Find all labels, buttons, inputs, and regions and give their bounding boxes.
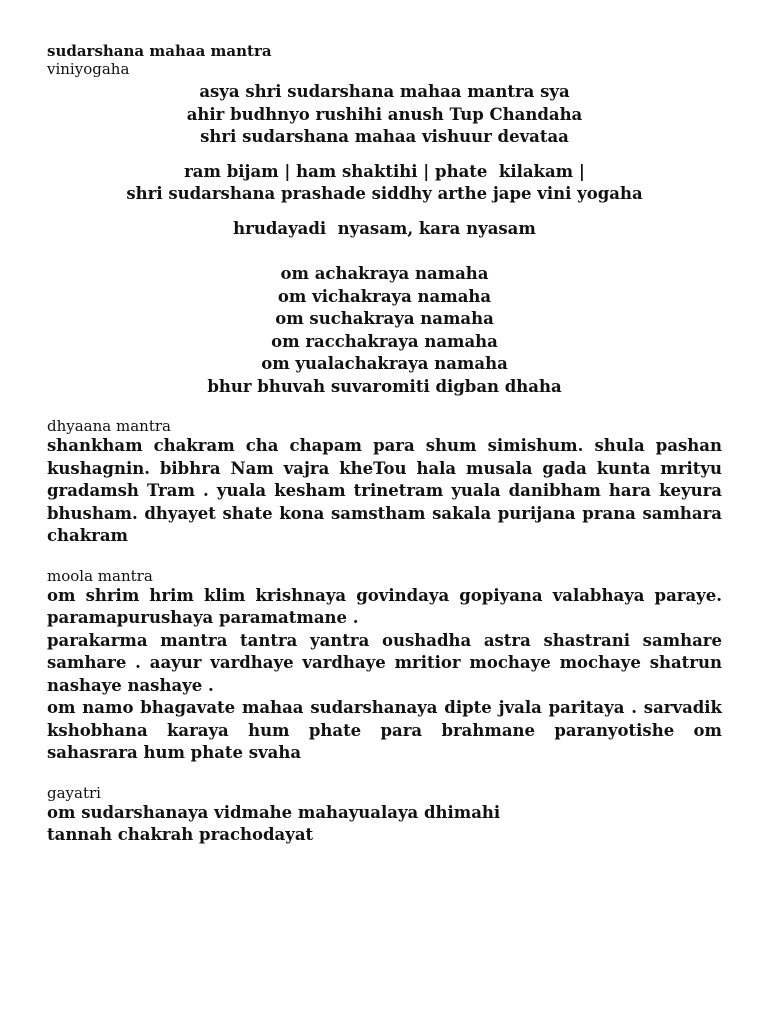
bija-verse <box>47 161 722 206</box>
bija-line: shri sudarshana prashade siddhy arthe jape vini yogaha <box>126 184 643 203</box>
dhyaana-label: dhyaana mantra <box>47 417 171 435</box>
gayatri-line: tannah chakrah prachodayat <box>47 825 314 844</box>
moola-paragraph: parakarma mantra tantra yantra oushadha astra shastrani samhare samhare . aayur vardhaye vardhaye mritior mochaye mochaye shatrun nashaye nashaye . <box>47 630 722 695</box>
nyasa-verse <box>47 263 722 398</box>
document-title: sudarshana mahaa mantra <box>47 42 272 60</box>
nyasa-line: om achakraya namaha <box>280 264 489 283</box>
nyasa-line: om racchakraya namaha <box>271 331 498 351</box>
viniyoga-line: asya shri sudarshana mahaa mantra sya <box>199 82 570 101</box>
dhyaana-text: shankham chakram cha chapam para shum simishum. shula pashan kushagnin. bibhra Nam vajra kheTou hala musala gada kunta mrityu gradamsh Tram . yuala kesham trinetram yuala danibham hara keyura bhusham. dhyayet shate kona samstham sakala purijana prana samhara chakram <box>47 436 722 545</box>
moola-label: moola mantra <box>47 566 153 585</box>
gayatri-label: gayatri <box>47 783 101 802</box>
nyasa-heading <box>47 218 722 241</box>
nyasa-line: om suchakraya namaha <box>275 309 494 328</box>
moola-paragraph: om namo bhagavate mahaa sudarshanaya dipte jvala paritaya . sarvadik kshobhana karaya hum phate para brahmane paranyotishe om sahasrara hum phate svaha <box>47 698 722 762</box>
bija-line: ram bijam | ham shaktihi | phate kilakam | <box>184 161 585 181</box>
gayatri-verse <box>47 802 722 847</box>
viniyoga-line: ahir budhnyo rushihi anush Tup Chandaha <box>186 104 583 124</box>
viniyoga-label: viniyogaha <box>47 60 130 78</box>
nyasa-title: hrudayadi nyasam, kara nyasam <box>233 218 536 238</box>
viniyoga-line: shri sudarshana mahaa vishuur devataa <box>200 127 569 146</box>
gayatri-line: om sudarshanaya vidmahe mahayualaya dhimahi <box>47 802 501 822</box>
nyasa-line: bhur bhuvah suvaromiti digban dhaha <box>207 376 562 396</box>
nyasa-line: om vichakraya namaha <box>277 286 492 306</box>
nyasa-line: om yualachakraya namaha <box>261 354 508 373</box>
moola-paragraph: om shrim hrim klim krishnaya govindaya gopiyana valabhaya paraye. paramapurushaya paramatmane . <box>47 585 722 627</box>
viniyoga-verse <box>47 81 722 149</box>
